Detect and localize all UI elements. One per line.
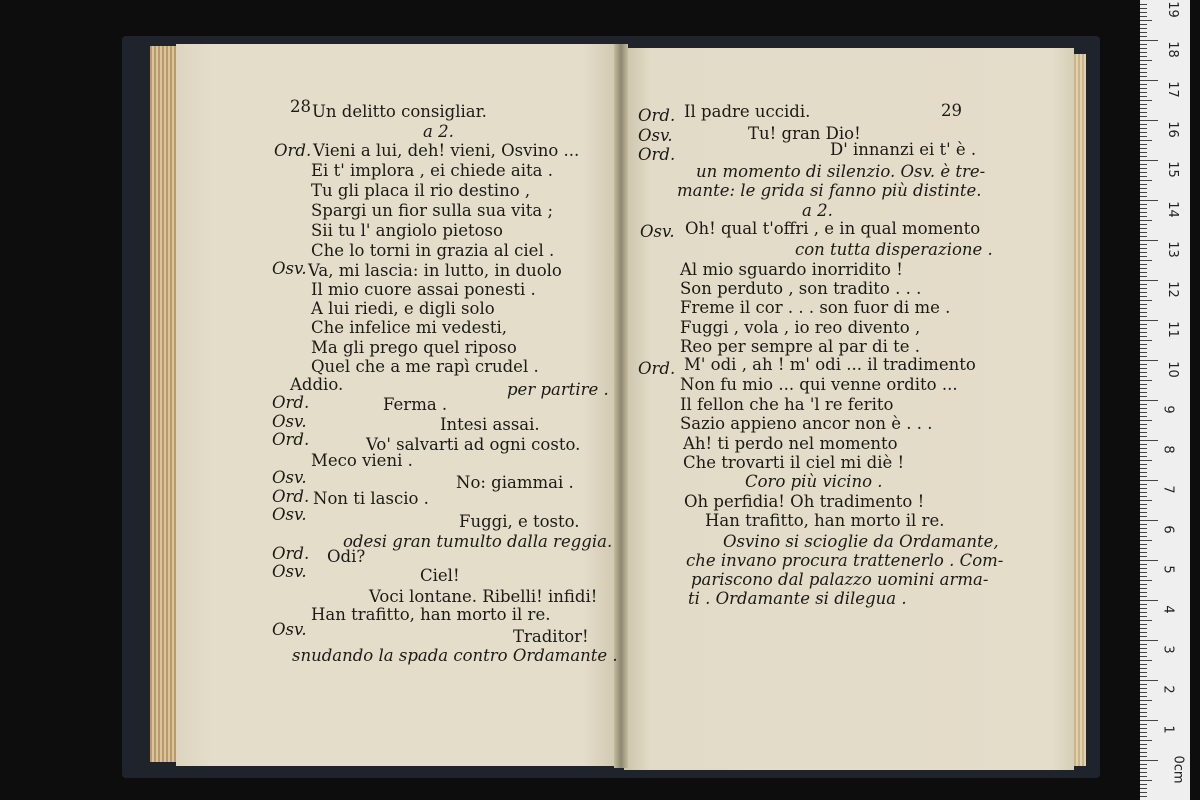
ruler-tick (1140, 536, 1147, 537)
ruler-tick (1140, 672, 1147, 673)
ruler-label: 0cm (1170, 755, 1186, 784)
ruler-tick (1140, 360, 1158, 361)
italic-line: Osv. (272, 468, 307, 487)
ruler-tick (1140, 684, 1147, 685)
ruler-tick (1140, 652, 1147, 653)
text-line: Son perduto , son tradito . . . (680, 279, 922, 298)
ruler-tick (1140, 576, 1147, 577)
ruler-tick (1140, 32, 1147, 33)
text-line: Fuggi, e tosto. (459, 512, 580, 531)
ruler-tick (1140, 408, 1147, 409)
italic-line: Ord. (638, 106, 676, 125)
text-line: Oh perfidia! Oh tradimento ! (684, 492, 925, 511)
ruler-tick (1140, 528, 1147, 529)
ruler-tick (1140, 352, 1147, 353)
text-line: Al mio sguardo inorridito ! (680, 260, 903, 279)
text-line: Oh! qual t'offri , e in qual momento (685, 219, 981, 238)
ruler-tick (1140, 616, 1147, 617)
ruler-tick (1140, 424, 1147, 425)
ruler-label: 8 (1160, 445, 1176, 454)
ruler-tick (1140, 220, 1152, 221)
ruler-tick (1140, 336, 1147, 337)
ruler-tick (1140, 768, 1147, 769)
ruler-tick (1140, 388, 1147, 389)
ruler-tick (1140, 464, 1147, 465)
ruler-tick (1140, 264, 1147, 265)
ruler-tick (1140, 252, 1147, 253)
ruler-tick (1140, 16, 1147, 17)
ruler-label: 1 (1160, 725, 1176, 734)
ruler-tick (1140, 452, 1147, 453)
text-line: Odi? (327, 547, 366, 566)
ruler-label: 14 (1164, 201, 1180, 218)
ruler-tick (1140, 380, 1152, 381)
ruler-label: 19 (1164, 1, 1180, 18)
ruler-tick (1140, 764, 1147, 765)
text-line: A lui riedi, e digli solo (311, 299, 495, 318)
ruler-tick (1140, 400, 1158, 401)
text-line: D' innanzi ei t' è . (830, 140, 977, 159)
ruler-tick (1140, 604, 1147, 605)
italic-line: Osvino si scioglie da Ordamante, (723, 532, 999, 551)
text-line: Han trafitto, han morto il re. (705, 511, 945, 530)
ruler-tick (1140, 740, 1152, 741)
ruler-tick (1140, 448, 1147, 449)
ruler-tick (1140, 480, 1158, 481)
text-line: Non ti lascio . (313, 489, 429, 508)
ruler-tick (1140, 556, 1147, 557)
ruler-tick (1140, 244, 1147, 245)
ruler-tick (1140, 752, 1147, 753)
ruler-label: 7 (1160, 485, 1176, 494)
ruler-label: 4 (1160, 605, 1176, 614)
italic-line: Ord. (272, 487, 310, 506)
ruler-tick (1140, 396, 1147, 397)
text-line: Non fu mio ... qui venne ordito ... (680, 375, 958, 394)
ruler-tick (1140, 640, 1158, 641)
ruler-tick (1140, 376, 1147, 377)
ruler-tick (1140, 720, 1158, 721)
ruler-tick (1140, 60, 1152, 61)
ruler-tick (1140, 628, 1147, 629)
text-line: Ei t' implora , ei chiede aita . (311, 161, 553, 180)
ruler-label: 16 (1164, 121, 1180, 138)
text-line: Ferma . (383, 395, 448, 414)
ruler-tick (1140, 568, 1147, 569)
text-line: Ah! ti perdo nel momento (683, 434, 898, 453)
ruler-tick (1140, 476, 1147, 477)
ruler-tick (1140, 172, 1147, 173)
ruler-tick (1140, 384, 1147, 385)
ruler-label: 5 (1160, 565, 1176, 574)
italic-line: Ord. (272, 544, 310, 563)
text-line: Vo' salvarti ad ogni costo. (366, 435, 581, 454)
ruler-tick (1140, 432, 1147, 433)
ruler-tick (1140, 96, 1147, 97)
ruler-tick (1140, 412, 1147, 413)
ruler-tick (1140, 688, 1147, 689)
ruler-tick (1140, 88, 1147, 89)
italic-line: per partire . (507, 380, 609, 399)
ruler-tick (1140, 20, 1152, 21)
text-line: Addio. (290, 375, 344, 394)
ruler-tick (1140, 680, 1158, 681)
italic-line: Ord. (272, 393, 310, 412)
text-line: Il mio cuore assai ponesti . (311, 280, 536, 299)
ruler-tick (1140, 196, 1147, 197)
italic-line: mante: le grida si fanno più distinte. (677, 181, 982, 200)
ruler-tick (1140, 272, 1147, 273)
ruler-tick (1140, 288, 1147, 289)
ruler-tick (1140, 436, 1147, 437)
ruler-tick (1140, 492, 1147, 493)
ruler-tick (1140, 776, 1147, 777)
text-line: Traditor! (513, 627, 589, 646)
ruler-tick (1140, 140, 1152, 141)
ruler-tick (1140, 500, 1152, 501)
text-line: Il fellon che ha 'l re ferito (680, 395, 894, 414)
ruler-tick (1140, 700, 1152, 701)
ruler-tick (1140, 4, 1147, 5)
italic-line: snudando la spada contro Ordamante . (292, 646, 618, 665)
ruler-tick (1140, 508, 1147, 509)
ruler-tick (1140, 744, 1147, 745)
ruler-tick (1140, 780, 1152, 781)
ruler-tick (1140, 180, 1152, 181)
ruler-tick (1140, 592, 1147, 593)
ruler-tick (1140, 524, 1147, 525)
ruler-tick (1140, 712, 1147, 713)
ruler-tick (1140, 248, 1147, 249)
ruler-tick (1140, 612, 1147, 613)
ruler-tick (1140, 468, 1147, 469)
ruler-label: 18 (1164, 41, 1180, 58)
measuring-ruler (1140, 0, 1190, 800)
ruler-tick (1140, 440, 1158, 441)
ruler-tick (1140, 428, 1147, 429)
ruler-tick (1140, 320, 1158, 321)
ruler-tick (1140, 760, 1158, 761)
ruler-tick (1140, 772, 1147, 773)
ruler-tick (1140, 580, 1152, 581)
ruler-tick (1140, 156, 1147, 157)
ruler-tick (1140, 304, 1147, 305)
text-line: M' odi , ah ! m' odi ... il tradimento (684, 355, 976, 374)
ruler-tick (1140, 364, 1147, 365)
right-page-number: 29 (941, 101, 962, 120)
text-line: Meco vieni . (311, 451, 413, 470)
ruler-tick (1140, 372, 1147, 373)
ruler-tick (1140, 644, 1147, 645)
ruler-tick (1140, 796, 1147, 797)
ruler-tick (1140, 636, 1147, 637)
ruler-tick (1140, 560, 1158, 561)
ruler-tick (1140, 356, 1147, 357)
ruler-tick (1140, 48, 1147, 49)
text-line: Vieni a lui, deh! vieni, Osvino ... (313, 141, 580, 160)
ruler-tick (1140, 164, 1147, 165)
text-line: Un delitto consigliar. (312, 102, 487, 121)
text-line: Che infelice mi vedesti, (311, 318, 508, 337)
italic-line: a 2. (423, 122, 454, 141)
ruler-tick (1140, 160, 1158, 161)
ruler-tick (1140, 600, 1158, 601)
ruler-tick (1140, 520, 1158, 521)
ruler-tick (1140, 340, 1152, 341)
text-line: Fuggi , vola , io reo divento , (680, 318, 921, 337)
text-line: No: giammai . (456, 473, 574, 492)
italic-line: Ord. (272, 430, 310, 449)
ruler-tick (1140, 736, 1147, 737)
text-line: Ma gli prego quel riposo (311, 338, 517, 357)
ruler-tick (1140, 208, 1147, 209)
ruler-tick (1140, 784, 1147, 785)
ruler-label: 17 (1164, 81, 1180, 98)
ruler-tick (1140, 192, 1147, 193)
ruler-tick (1140, 36, 1147, 37)
ruler-tick (1140, 240, 1158, 241)
italic-line: Osv. (272, 562, 307, 581)
ruler-tick (1140, 348, 1147, 349)
ruler-tick (1140, 620, 1152, 621)
ruler-tick (1140, 696, 1147, 697)
text-line: Tu gli placa il rio destino , (311, 181, 531, 200)
italic-line: Ord. (274, 141, 312, 160)
ruler-tick (1140, 308, 1147, 309)
ruler-tick (1140, 664, 1147, 665)
ruler-tick (1140, 716, 1147, 717)
ruler-tick (1140, 200, 1158, 201)
ruler-tick (1140, 104, 1147, 105)
text-line: Spargi un fior sulla sua vita ; (311, 201, 554, 220)
ruler-tick (1140, 456, 1147, 457)
ruler-tick (1140, 64, 1147, 65)
ruler-tick (1140, 460, 1152, 461)
ruler-tick (1140, 324, 1147, 325)
text-line: Sii tu l' angiolo pietoso (311, 221, 503, 240)
ruler-tick (1140, 312, 1147, 313)
italic-line: un momento di silenzio. Osv. è tre- (696, 162, 986, 181)
italic-line: ti . Ordamante si dilegua . (688, 589, 907, 608)
italic-line: Osv. (638, 126, 673, 145)
ruler-tick (1140, 216, 1147, 217)
ruler-tick (1140, 28, 1147, 29)
ruler-tick (1140, 128, 1147, 129)
ruler-tick (1140, 496, 1147, 497)
ruler-label: 6 (1160, 525, 1176, 534)
ruler-tick (1140, 724, 1147, 725)
ruler-tick (1140, 632, 1147, 633)
ruler-tick (1140, 504, 1147, 505)
text-line: Han trafitto, han morto il re. (311, 605, 551, 624)
text-line: Che lo torni in grazia al ciel . (311, 241, 555, 260)
ruler-label: 10 (1164, 361, 1180, 378)
ruler-tick (1140, 692, 1147, 693)
text-line: Reo per sempre al par di te . (680, 337, 921, 356)
ruler-tick (1140, 572, 1147, 573)
ruler-tick (1140, 204, 1147, 205)
ruler-tick (1140, 12, 1147, 13)
text-line: Quel che a me rapì crudel . (311, 357, 539, 376)
ruler-tick (1140, 792, 1147, 793)
ruler-tick (1140, 40, 1158, 41)
ruler-tick (1140, 292, 1147, 293)
italic-line: odesi gran tumulto dalla reggia. (343, 532, 613, 551)
ruler-label: 2 (1160, 685, 1176, 694)
ruler-tick (1140, 368, 1147, 369)
ruler-tick (1140, 584, 1147, 585)
ruler-tick (1140, 328, 1147, 329)
ruler-tick (1140, 212, 1147, 213)
ruler-tick (1140, 596, 1147, 597)
ruler-label: 11 (1164, 321, 1180, 338)
ruler-tick (1140, 296, 1147, 297)
ruler-tick (1140, 728, 1147, 729)
ruler-tick (1140, 236, 1147, 237)
ruler-tick (1140, 116, 1147, 117)
ruler-tick (1140, 552, 1147, 553)
italic-line: Osv. (640, 222, 675, 241)
italic-line: Coro più vicino . (745, 472, 883, 491)
ruler-tick (1140, 124, 1147, 125)
ruler-tick (1140, 224, 1147, 225)
ruler-tick (1140, 284, 1147, 285)
ruler-tick (1140, 120, 1158, 121)
text-line: Freme il cor . . . son fuor di me . (680, 298, 951, 317)
text-line: Ciel! (420, 566, 460, 585)
ruler-tick (1140, 92, 1147, 93)
ruler-tick (1140, 488, 1147, 489)
ruler-tick (1140, 136, 1147, 137)
text-line: Va, mi lascia: in lutto, in duolo (308, 261, 562, 280)
text-line: Intesi assai. (440, 415, 540, 434)
left-page-number: 28 (290, 97, 311, 116)
italic-line: pariscono dal palazzo uomini arma- (691, 570, 989, 589)
ruler-tick (1140, 404, 1147, 405)
ruler-tick (1140, 660, 1152, 661)
text-line: Voci lontane. Ribelli! infidi! (369, 587, 598, 606)
ruler-tick (1140, 344, 1147, 345)
ruler-tick (1140, 648, 1147, 649)
ruler-tick (1140, 588, 1147, 589)
ruler-tick (1140, 656, 1147, 657)
ruler-tick (1140, 8, 1147, 9)
ruler-tick (1140, 416, 1147, 417)
ruler-tick (1140, 76, 1147, 77)
ruler-tick (1140, 280, 1158, 281)
ruler-label: 9 (1160, 405, 1176, 414)
ruler-tick (1140, 268, 1147, 269)
text-line: Il padre uccidi. (684, 102, 811, 121)
ruler-tick (1140, 276, 1147, 277)
ruler-tick (1140, 564, 1147, 565)
ruler-tick (1140, 72, 1147, 73)
italic-line: Osv. (272, 412, 307, 431)
ruler-label: 12 (1164, 281, 1180, 298)
italic-line: Osv. (272, 505, 307, 524)
italic-line: Osv. (272, 259, 307, 278)
ruler-tick (1140, 544, 1147, 545)
ruler-tick (1140, 608, 1147, 609)
ruler-tick (1140, 332, 1147, 333)
ruler-tick (1140, 132, 1147, 133)
ruler-tick (1140, 256, 1147, 257)
ruler-tick (1140, 52, 1147, 53)
ruler-tick (1140, 80, 1158, 81)
ruler-tick (1140, 484, 1147, 485)
ruler-tick (1140, 676, 1147, 677)
ruler-tick (1140, 188, 1147, 189)
ruler-tick (1140, 420, 1152, 421)
italic-line: che invano procura trattenerlo . Com- (686, 551, 1004, 570)
ruler-tick (1140, 56, 1147, 57)
ruler-tick (1140, 84, 1147, 85)
ruler-tick (1140, 444, 1147, 445)
ruler-tick (1140, 184, 1147, 185)
ruler-tick (1140, 168, 1147, 169)
ruler-tick (1140, 228, 1147, 229)
ruler-tick (1140, 68, 1147, 69)
ruler-label: 3 (1160, 645, 1176, 654)
italic-line: Ord. (638, 145, 676, 164)
ruler-tick (1140, 540, 1152, 541)
ruler-tick (1140, 108, 1147, 109)
text-line: Che trovarti il ciel mi diè ! (683, 453, 905, 472)
ruler-tick (1140, 704, 1147, 705)
right-page-edges (1074, 54, 1086, 766)
text-line: Tu! gran Dio! (748, 124, 861, 143)
ruler-tick (1140, 44, 1147, 45)
ruler-tick (1140, 176, 1147, 177)
ruler-tick (1140, 100, 1152, 101)
ruler-tick (1140, 624, 1147, 625)
ruler-tick (1140, 788, 1147, 789)
ruler-tick (1140, 148, 1147, 149)
ruler-tick (1140, 756, 1147, 757)
ruler-tick (1140, 512, 1147, 513)
ruler-tick (1140, 232, 1147, 233)
text-line: Sazio appieno ancor non è . . . (680, 414, 933, 433)
italic-line: a 2. (802, 201, 833, 220)
italic-line: Ord. (638, 359, 676, 378)
ruler-tick (1140, 668, 1147, 669)
ruler-tick (1140, 748, 1147, 749)
ruler-tick (1140, 316, 1147, 317)
italic-line: con tutta disperazione . (795, 240, 993, 259)
ruler-tick (1140, 112, 1147, 113)
ruler-tick (1140, 548, 1147, 549)
ruler-tick (1140, 708, 1147, 709)
ruler-tick (1140, 472, 1147, 473)
ruler-tick (1140, 144, 1147, 145)
italic-line: Osv. (272, 620, 307, 639)
ruler-tick (1140, 260, 1152, 261)
ruler-tick (1140, 152, 1147, 153)
ruler-tick (1140, 300, 1152, 301)
ruler-tick (1140, 532, 1147, 533)
ruler-tick (1140, 392, 1147, 393)
ruler-label: 15 (1164, 161, 1180, 178)
ruler-tick (1140, 732, 1147, 733)
ruler-tick (1140, 24, 1147, 25)
ruler-label: 13 (1164, 241, 1180, 258)
ruler-tick (1140, 516, 1147, 517)
